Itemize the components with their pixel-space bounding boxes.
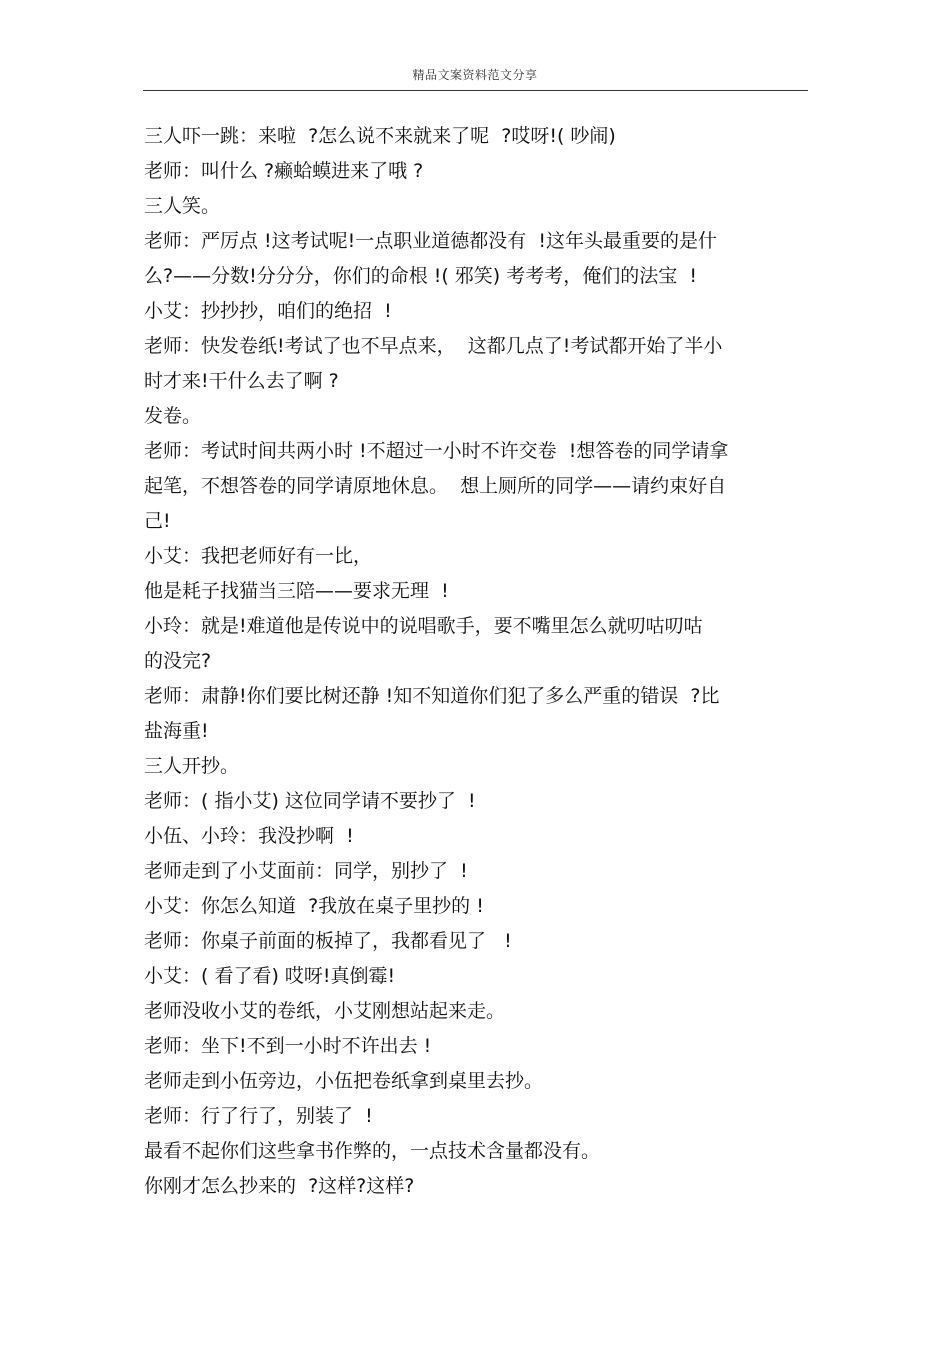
- text-line: 时才来!干什么去了啊 ?: [144, 370, 339, 392]
- text-line: 三人开抄。: [144, 755, 240, 777]
- text-line: 小艾：我把老师好有一比，: [144, 545, 373, 567]
- text-line: 老师：坐下!不到一小时不许出去 !: [144, 1035, 432, 1057]
- header-divider: [143, 90, 808, 91]
- text-line: 老师：快发卷纸!考试了也不早点来， 这都几点了!考试都开始了半小: [144, 335, 723, 357]
- text-line: 老师：( 指小艾) 这位同学请不要抄了 !: [144, 790, 476, 812]
- text-line: 老师走到小伍旁边，小伍把卷纸拿到桌里去抄。: [144, 1070, 544, 1092]
- text-line: 老师：肃静!你们要比树还静 !知不知道你们犯了多么严重的错误 ?比: [144, 685, 720, 707]
- text-line: 小艾：( 看了看) 哎呀!真倒霉!: [144, 965, 396, 987]
- text-line: 老师没收小艾的卷纸，小艾刚想站起来走。: [144, 1000, 506, 1022]
- text-line: 老师走到了小艾面前：同学，别抄了 !: [144, 860, 468, 882]
- text-line: 起笔，不想答卷的同学请原地休息。 想上厕所的同学——请约束好自: [144, 475, 727, 497]
- text-line: 你刚才怎么抄来的 ?这样?这样?: [144, 1175, 415, 1197]
- text-line: 小艾：抄抄抄，咱们的绝招 !: [144, 300, 392, 322]
- text-line: 他是耗子找猫当三陪——要求无理 !: [144, 580, 449, 602]
- text-line: 老师：叫什么 ?癞蛤蟆进来了哦 ?: [144, 160, 424, 182]
- document-body: [144, 119, 809, 1204]
- text-line: 老师：行了行了，别装了 !: [144, 1105, 373, 1127]
- text-line: 最看不起你们这些拿书作弊的，一点技术含量都没有。: [144, 1140, 601, 1162]
- text-line: 老师：你桌子前面的板掉了，我都看见了 !: [144, 930, 512, 952]
- text-line: 三人笑。: [144, 195, 221, 217]
- text-line: 小伍、小玲：我没抄啊 !: [144, 825, 354, 847]
- text-line: 的没完?: [144, 650, 212, 672]
- text-line: 盐海重!: [144, 720, 209, 742]
- text-line: 小艾：你怎么知道 ?我放在桌子里抄的 !: [144, 895, 484, 917]
- text-line: 老师：考试时间共两小时 !不超过一小时不许交卷 !想答卷的同学请拿: [144, 440, 729, 462]
- text-line: 老师：严厉点 !这考试呢!一点职业道德都没有 !这年头最重要的是什: [144, 230, 717, 252]
- text-line: 己!: [144, 510, 171, 532]
- text-line: 么?——分数!分分分，你们的命根 !( 邪笑) 考考考，俺们的法宝 !: [144, 265, 697, 287]
- page-header: 精品文案资料范文分享: [412, 68, 538, 82]
- text-line: 三人吓一跳：来啦 ?怎么说不来就来了呢 ?哎呀!( 吵闹): [144, 125, 616, 147]
- text-line: 发卷。: [144, 405, 202, 427]
- text-line: 小玲：就是!难道他是传说中的说唱歌手，要不嘴里怎么就叨咕叨咕: [144, 615, 703, 637]
